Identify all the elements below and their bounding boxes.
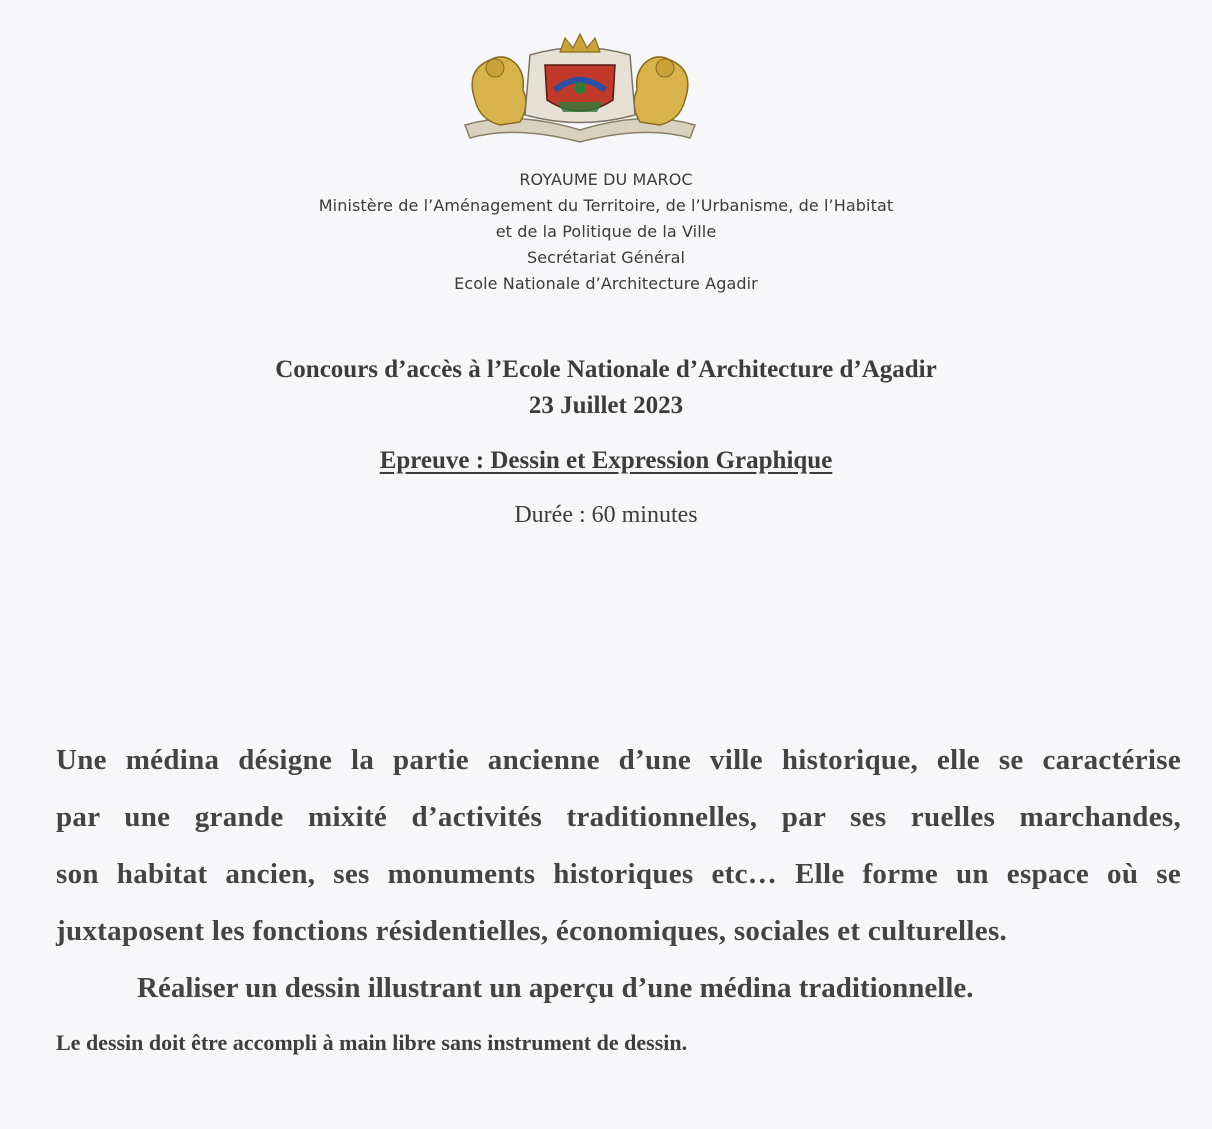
ministry-line-1: Ministère de l’Aménagement du Territoire, de l’Urbanisme, de l’Habitat — [318, 196, 894, 215]
statement-line-3: son habitat ancien, ses monuments historiques etc… Elle forme un espace où se — [56, 858, 1181, 890]
exam-duration: Durée : 60 minutes — [514, 502, 698, 528]
exam-subject: Epreuve : Dessin et Expression Graphique — [379, 447, 833, 474]
drawing-instruction: Réaliser un dessin illustrant un aperçu d’une médina traditionnelle. — [137, 972, 974, 1004]
statement-line-4: juxtaposent les fonctions résidentielles, économiques, sociales et culturelles. — [56, 915, 1008, 947]
country-name: ROYAUME DU MAROC — [519, 170, 693, 189]
ministry-line-2: et de la Politique de la Ville — [495, 222, 717, 241]
exam-title: Concours d’accès à l’Ecole Nationale d’Architecture d’Agadir — [275, 356, 937, 383]
school-name: Ecole Nationale d’Architecture Agadir — [454, 274, 758, 293]
secretariat: Secrétariat Général — [526, 248, 686, 267]
drawing-note: Le dessin doit être accompli à main libre sans instrument de dessin. — [56, 1030, 688, 1055]
statement-line-1: Une médina désigne la partie ancienne d’une ville historique, elle se caractérise — [56, 744, 1181, 776]
statement-line-2: par une grande mixité d’activités traditionnelles, par ses ruelles marchandes, — [56, 801, 1181, 833]
coat-of-arms-emblem — [445, 30, 715, 145]
exam-date: 23 Juillet 2023 — [528, 392, 684, 419]
